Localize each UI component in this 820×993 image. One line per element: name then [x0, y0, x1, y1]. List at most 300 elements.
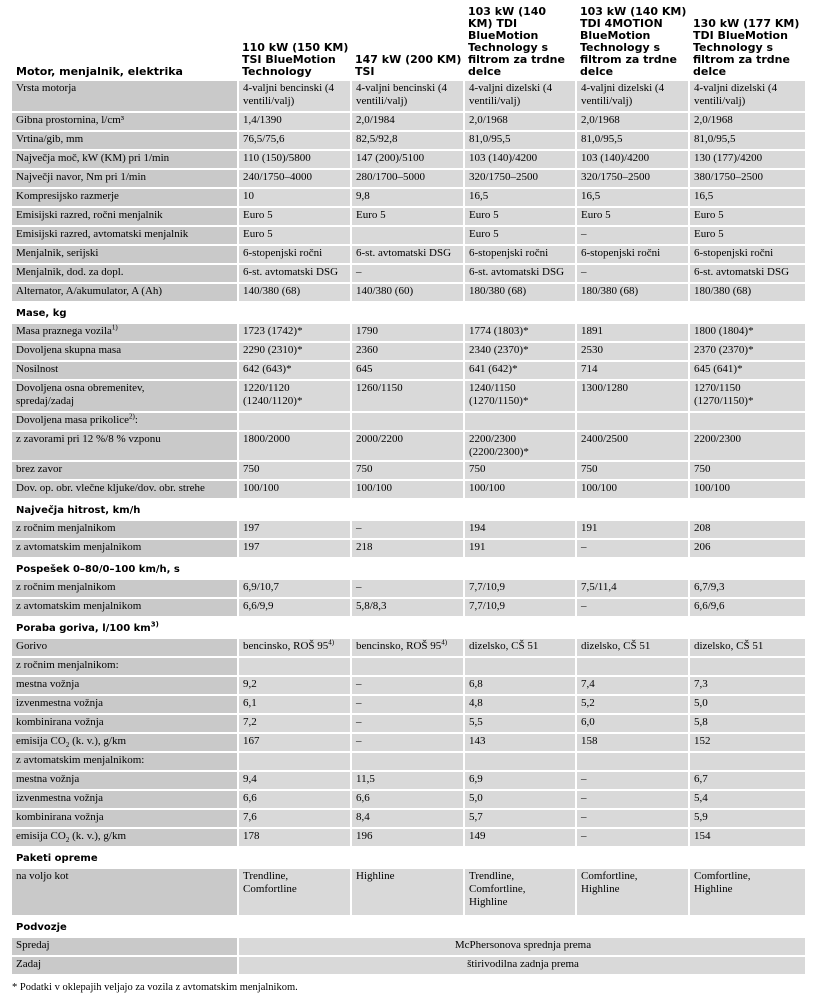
table-row [12, 169, 806, 188]
value-cell [689, 431, 806, 461]
value-cell [689, 461, 806, 480]
value-text: 16,5 [469, 190, 489, 202]
value-text: Euro 5 [356, 209, 386, 221]
value-cell [464, 131, 576, 150]
value-text: 4-valjni dizelski (4 ventili/valj) [694, 82, 778, 107]
value-cell [238, 539, 351, 558]
row-label [12, 695, 238, 714]
section-acceleration [12, 558, 806, 580]
value-text: 6-stopenjski ročni [694, 247, 774, 259]
table-row [12, 188, 806, 207]
value-cell [576, 752, 689, 771]
row-label-suffix: : [134, 414, 138, 426]
value-text: 5,0 [469, 792, 483, 804]
value-cell [238, 790, 351, 809]
value-line: Trendline, [469, 870, 515, 882]
value-text: 2200/2300 (2200/2300)* [469, 433, 529, 458]
value-cell [238, 521, 351, 540]
value-text: – [581, 228, 587, 240]
value-text: 100/100 [356, 482, 393, 494]
value-text: 16,5 [694, 190, 714, 202]
row-label-text: Dovoljena skupna masa [16, 344, 122, 356]
value-text: 191 [469, 541, 486, 553]
footnote-marker: 3) [150, 620, 159, 629]
row-label-text: z ročnim menjalnikom [16, 522, 116, 534]
value-line: Highline [581, 883, 620, 895]
table-row [12, 676, 806, 695]
value-text: Euro 5 [469, 209, 499, 221]
row-label [12, 342, 238, 361]
value-cell [576, 207, 689, 226]
row-label-text: Vrsta motorja [16, 82, 77, 94]
value-cell [689, 809, 806, 828]
value-text: – [581, 773, 587, 785]
row-label [12, 790, 238, 809]
merged-value-cell [238, 938, 806, 957]
value-cell [689, 733, 806, 752]
value-text: 4-valjni dizelski (4 ventili/valj) [469, 82, 553, 107]
value-text: 152 [694, 735, 711, 747]
value-text: dizelsko, CŠ 51 [581, 640, 651, 652]
value-text: 140/380 (60) [356, 285, 414, 297]
value-cell [351, 598, 464, 617]
row-label-text: mestna vožnja [16, 678, 80, 690]
value-text: 1790 [356, 325, 378, 337]
value-text: 9,8 [356, 190, 370, 202]
table-row [12, 324, 806, 343]
value-cell [238, 461, 351, 480]
row-label [12, 580, 238, 599]
value-cell [464, 169, 576, 188]
value-cell [576, 733, 689, 752]
value-text: 6,6/9,6 [694, 600, 725, 612]
value-text: – [356, 266, 362, 278]
value-cell [464, 150, 576, 169]
value-cell [689, 226, 806, 245]
value-text: 4-valjni dizelski (4 ventili/valj) [581, 82, 665, 107]
table-row [12, 521, 806, 540]
value-cell [464, 521, 576, 540]
row-label [12, 480, 238, 499]
value-text: 180/380 (68) [469, 285, 527, 297]
value-cell [238, 733, 351, 752]
row-label-text: Spredaj [16, 939, 50, 951]
value-cell [238, 131, 351, 150]
value-cell [464, 771, 576, 790]
value-text: 320/1750–2500 [581, 171, 651, 183]
row-label-text: izvenmestna vožnja [16, 792, 104, 804]
header-model-4: 103 kW (140 KM) TDI 4MOTION BlueMotion Technology s filtrom za trdne delce [576, 6, 689, 81]
value-text: 2400/2500 [581, 433, 629, 445]
value-text: 7,7/10,9 [469, 581, 506, 593]
row-label [12, 598, 238, 617]
value-cell [576, 809, 689, 828]
row-label-text: Gorivo [16, 640, 48, 652]
value-text: Euro 5 [694, 228, 724, 240]
value-cell [238, 480, 351, 499]
value-line: Comfortline, [581, 870, 638, 882]
value-line: Comfortline, [469, 883, 526, 895]
value-cell [464, 657, 576, 676]
table-row [12, 598, 806, 617]
value-text: 82,5/92,8 [356, 133, 398, 145]
row-label [12, 245, 238, 264]
value-text: Euro 5 [243, 228, 273, 240]
value-cell [689, 361, 806, 380]
value-text: 6-st. avtomatski DSG [243, 266, 339, 278]
value-line-2: (1240/1120)* [243, 395, 303, 407]
value-cell [689, 828, 806, 847]
value-text: 197 [243, 522, 260, 534]
value-text: 7,2 [243, 716, 257, 728]
value-cell [238, 324, 351, 343]
value-cell [351, 539, 464, 558]
value-cell [238, 112, 351, 131]
value-line: Highline [469, 896, 508, 908]
value-text: 7,3 [694, 678, 708, 690]
value-cell [576, 695, 689, 714]
table-row [12, 938, 806, 957]
row-label [12, 809, 238, 828]
value-text: 2290 (2310)* [243, 344, 303, 356]
value-text: 6-st. avtomatski DSG [694, 266, 790, 278]
value-text: 10 [243, 190, 254, 202]
value-cell [238, 657, 351, 676]
value-cell [576, 188, 689, 207]
table-row [12, 695, 806, 714]
value-cell [464, 480, 576, 499]
subscript: 2 [65, 836, 70, 845]
value-text: 103 (140)/4200 [581, 152, 650, 164]
value-cell [576, 412, 689, 431]
value-cell [464, 380, 576, 412]
value-text: – [356, 716, 362, 728]
row-label [12, 226, 238, 245]
section-top-speed [12, 499, 806, 521]
value-text: 5,7 [469, 811, 483, 823]
row-label [12, 461, 238, 480]
value-text: 5,8/8,3 [356, 600, 387, 612]
value-cell [464, 598, 576, 617]
value-text: 178 [243, 830, 260, 842]
value-text: – [581, 600, 587, 612]
value-text: štirivodilna zadnja prema [467, 958, 579, 970]
value-cell [351, 828, 464, 847]
value-cell [351, 283, 464, 302]
value-cell [238, 264, 351, 283]
value-cell [351, 245, 464, 264]
row-label-text: Kompresijsko razmerje [16, 190, 119, 202]
value-text: 191 [581, 522, 598, 534]
value-text: 1774 (1803)* [469, 325, 529, 337]
row-label [12, 207, 238, 226]
value-text: 6,1 [243, 697, 257, 709]
value-cell [351, 771, 464, 790]
value-text: 4,8 [469, 697, 483, 709]
value-text: 103 (140)/4200 [469, 152, 538, 164]
value-text: 2000/2200 [356, 433, 404, 445]
value-cell [576, 131, 689, 150]
row-label-text: (k. v.), g/km [69, 830, 127, 842]
value-text: 6,9/10,7 [243, 581, 280, 593]
value-text: 5,5 [469, 716, 483, 728]
section-fuel [12, 617, 806, 639]
table-row [12, 714, 806, 733]
value-text: – [356, 581, 362, 593]
value-cell [238, 771, 351, 790]
value-cell [576, 639, 689, 658]
value-text: 100/100 [581, 482, 618, 494]
row-label [12, 639, 238, 658]
section-title-text: Mase, kg [16, 308, 67, 319]
value-text: 140/380 (68) [243, 285, 301, 297]
table-row [12, 752, 806, 771]
value-text: 2,0/1968 [469, 114, 508, 126]
value-cell [238, 188, 351, 207]
value-cell [689, 283, 806, 302]
row-label-text: izvenmestna vožnja [16, 697, 104, 709]
value-text: 6,0 [581, 716, 595, 728]
row-label [12, 131, 238, 150]
footnote-marker: 1) [111, 323, 118, 332]
value-cell [464, 790, 576, 809]
value-text: 6-st. avtomatski DSG [356, 247, 452, 259]
value-text: 180/380 (68) [581, 285, 639, 297]
value-cell [464, 412, 576, 431]
value-text: 167 [243, 735, 260, 747]
value-text: 714 [581, 363, 598, 375]
value-cell [351, 869, 464, 917]
value-text: 5,0 [694, 697, 708, 709]
value-text: 320/1750–2500 [469, 171, 539, 183]
value-cell [238, 828, 351, 847]
value-cell [576, 714, 689, 733]
value-text: 750 [243, 463, 260, 475]
value-text: Euro 5 [243, 209, 273, 221]
row-label-text: z ročnim menjalnikom [16, 581, 116, 593]
value-text: 2,0/1984 [356, 114, 395, 126]
row-label [12, 714, 238, 733]
row-label [12, 938, 238, 957]
value-line-1: 1270/1150 [694, 382, 741, 394]
value-line: Comfortline, [694, 870, 751, 882]
value-cell [576, 112, 689, 131]
table-row [12, 461, 806, 480]
value-text: 7,5/11,4 [581, 581, 617, 593]
value-cell [464, 752, 576, 771]
footnote-marker: 4) [328, 638, 335, 647]
table-row [12, 112, 806, 131]
value-text: 81,0/95,5 [469, 133, 511, 145]
value-text: 750 [581, 463, 598, 475]
table-row [12, 131, 806, 150]
header-row [12, 6, 806, 81]
value-text: 100/100 [469, 482, 506, 494]
value-cell [238, 412, 351, 431]
value-cell [351, 657, 464, 676]
value-cell [238, 380, 351, 412]
value-text: 2,0/1968 [694, 114, 733, 126]
value-text: 6-st. avtomatski DSG [469, 266, 565, 278]
value-line-1: 1240/1150 [469, 382, 516, 394]
value-cell [464, 695, 576, 714]
row-label [12, 283, 238, 302]
value-cell [464, 809, 576, 828]
value-cell [464, 431, 576, 461]
table-row [12, 226, 806, 245]
section-title-text: Paketi opreme [16, 853, 98, 864]
value-cell [576, 869, 689, 917]
table-row [12, 380, 806, 412]
value-cell [464, 676, 576, 695]
row-label [12, 521, 238, 540]
value-text: 2,0/1968 [581, 114, 620, 126]
value-text: 130 (177)/4200 [694, 152, 763, 164]
value-cell [351, 112, 464, 131]
value-cell [464, 81, 576, 112]
value-cell [238, 431, 351, 461]
row-label-text: Zadaj [16, 958, 42, 970]
value-text: Euro 5 [694, 209, 724, 221]
value-line-2: (1270/1150)* [694, 395, 754, 407]
value-cell [689, 695, 806, 714]
header-model-3: 103 kW (140 KM) TDI BlueMotion Technology s filtrom za trdne delce [464, 6, 576, 81]
value-text: 8,4 [356, 811, 370, 823]
value-text: 5,8 [694, 716, 708, 728]
table-row [12, 480, 806, 499]
section-chassis [12, 916, 806, 938]
row-label-text: emisija CO [16, 830, 66, 842]
value-cell [464, 461, 576, 480]
value-text: 280/1700–5000 [356, 171, 426, 183]
row-label-text: z zavorami pri 12 %/8 % vzponu [16, 433, 161, 445]
value-cell [576, 580, 689, 599]
value-cell [689, 714, 806, 733]
row-label-text: Emisijski razred, avtomatski menjalnik [16, 228, 189, 240]
header-model-5: 130 kW (177 KM) TDI BlueMotion Technology s filtrom za trdne delce [689, 6, 806, 81]
value-text: 6,7 [694, 773, 708, 785]
value-cell [689, 790, 806, 809]
row-label [12, 412, 238, 431]
subscript: 2 [65, 741, 70, 750]
merged-value-cell [238, 956, 806, 975]
value-cell [689, 480, 806, 499]
value-line: Trendline, [243, 870, 289, 882]
row-label [12, 771, 238, 790]
row-label-text: Menjalnik, dod. za dopl. [16, 266, 124, 278]
value-cell [576, 324, 689, 343]
row-label-text: Emisijski razred, ročni menjalnik [16, 209, 163, 221]
row-label-text: Največja moč, kW (KM) pri 1/min [16, 152, 170, 164]
value-text: 1891 [581, 325, 603, 337]
footnote-marker: 2) [129, 412, 135, 421]
row-label [12, 539, 238, 558]
value-cell [238, 226, 351, 245]
row-label [12, 150, 238, 169]
value-text: 208 [694, 522, 711, 534]
table-row [12, 771, 806, 790]
value-text: bencinsko, ROŠ 95 [243, 640, 329, 652]
value-text: 76,5/75,6 [243, 133, 285, 145]
section-title-text: Največja hitrost, km/h [16, 505, 141, 516]
value-text: 6,8 [469, 678, 483, 690]
row-label [12, 676, 238, 695]
value-cell [238, 676, 351, 695]
value-cell [576, 245, 689, 264]
value-cell [576, 539, 689, 558]
row-label-text: Menjalnik, serijski [16, 247, 99, 259]
table-row [12, 809, 806, 828]
value-text: 1723 (1742)* [243, 325, 303, 337]
value-text: – [581, 266, 587, 278]
row-label-text: emisija CO [16, 735, 66, 747]
value-cell [238, 809, 351, 828]
value-cell [351, 324, 464, 343]
value-cell [351, 412, 464, 431]
value-text: 240/1750–4000 [243, 171, 313, 183]
value-text: 6-stopenjski ročni [581, 247, 661, 259]
value-text: 143 [469, 735, 486, 747]
table-row [12, 539, 806, 558]
value-text: 7,7/10,9 [469, 600, 506, 612]
value-text: 750 [356, 463, 373, 475]
value-text: 4-valjni bencinski (4 ventili/valj) [356, 82, 448, 107]
value-line: Comfortline [243, 883, 297, 895]
value-cell [238, 714, 351, 733]
value-cell [576, 283, 689, 302]
value-cell [689, 869, 806, 917]
value-cell [351, 580, 464, 599]
value-text: – [581, 541, 587, 553]
value-cell [464, 714, 576, 733]
row-label-text: Dovoljena masa prikolice [16, 414, 130, 426]
value-cell [576, 480, 689, 499]
value-cell [689, 657, 806, 676]
table-row [12, 580, 806, 599]
value-cell [576, 380, 689, 412]
value-line-1: 1220/1120 [243, 382, 290, 394]
value-line: Highline [356, 870, 395, 882]
value-cell [576, 828, 689, 847]
header-engine-label: Motor, menjalnik, elektrika [12, 6, 238, 81]
table-row [12, 869, 806, 917]
section-mass [12, 302, 806, 324]
value-cell [464, 324, 576, 343]
value-cell [351, 676, 464, 695]
value-text: 147 (200)/5100 [356, 152, 425, 164]
row-label-text: Alternator, A/akumulator, A (Ah) [16, 285, 163, 297]
value-line-2: (1270/1150)* [469, 395, 529, 407]
value-cell [689, 264, 806, 283]
value-text: 7,4 [581, 678, 595, 690]
value-cell [351, 342, 464, 361]
value-text: dizelsko, CŠ 51 [694, 640, 764, 652]
table-row [12, 207, 806, 226]
value-cell [351, 752, 464, 771]
value-cell [576, 264, 689, 283]
section-title [12, 302, 806, 324]
value-cell [351, 809, 464, 828]
header-model-2: 147 kW (200 KM) TSI [351, 6, 464, 81]
value-line-1: 1300/1280 [581, 382, 629, 394]
value-text: 641 (642)* [469, 363, 518, 375]
value-text: 1800/2000 [243, 433, 291, 445]
value-text: 380/1750–2500 [694, 171, 764, 183]
row-label-text: Dov. op. obr. vlečne kljuke/dov. obr. strehe [16, 482, 205, 494]
value-text: 149 [469, 830, 486, 842]
value-text: 194 [469, 522, 486, 534]
value-cell [238, 245, 351, 264]
